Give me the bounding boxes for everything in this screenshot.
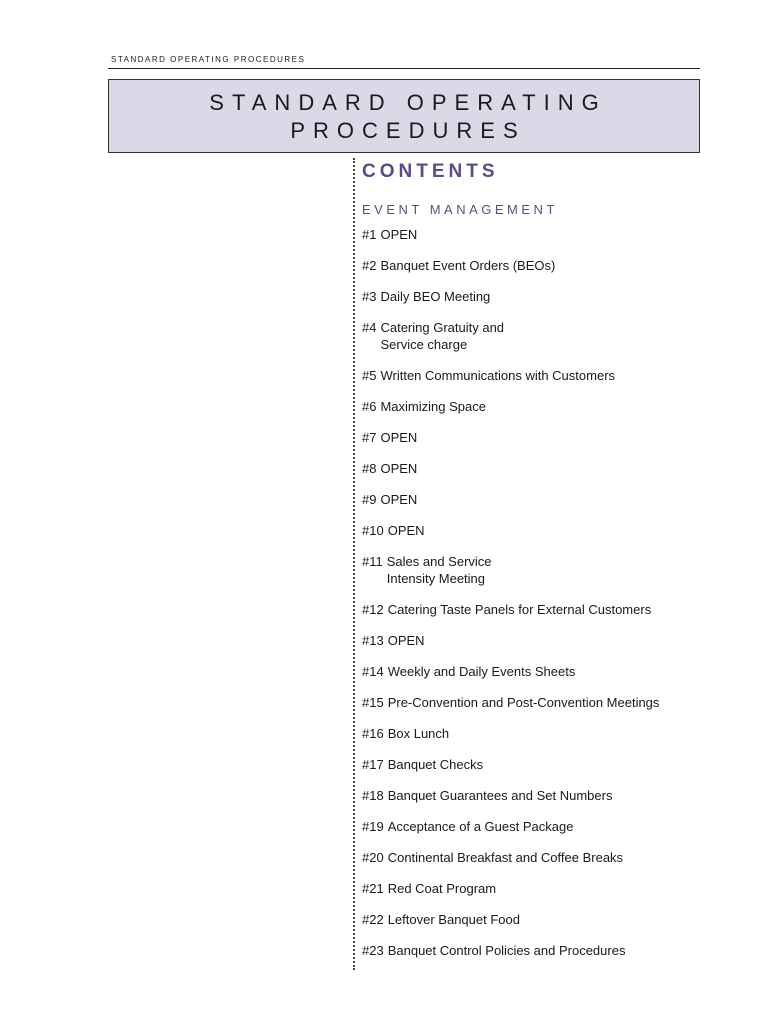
- toc-item: [362, 398, 762, 415]
- toc-item: [362, 818, 762, 835]
- toc-item-title: [380, 367, 615, 384]
- toc-item-title: [388, 849, 623, 866]
- toc-item: [362, 756, 762, 773]
- toc-item: [362, 257, 762, 274]
- toc-item-title-line: OPEN: [380, 492, 418, 507]
- toc-item: [362, 226, 762, 243]
- toc-item-number: #9: [362, 492, 377, 507]
- toc-item-title-line: Catering Gratuity and: [380, 320, 505, 335]
- toc-item-number: #15: [362, 695, 384, 710]
- toc-item-title: [388, 694, 660, 711]
- toc-item-title: [380, 491, 417, 508]
- toc-item-title-line: Weekly and Daily Events Sheets: [387, 664, 576, 679]
- toc-item-title: [388, 880, 496, 897]
- toc-item-title-line: Service charge: [380, 337, 468, 352]
- toc-item-number: #6: [362, 399, 377, 414]
- header-rule: [108, 68, 700, 69]
- toc-item-title: [388, 522, 425, 539]
- toc-item-number: #7: [362, 430, 377, 445]
- toc-item-title: [380, 319, 504, 353]
- toc-item-title-line: Daily BEO Meeting: [380, 289, 491, 304]
- toc-item-title: [380, 226, 417, 243]
- toc-item-title-line: Banquet Guarantees and Set Numbers: [387, 788, 613, 803]
- toc-item-title-line: Catering Taste Panels for External Customers: [387, 602, 652, 617]
- toc-item-number: #17: [362, 757, 384, 772]
- toc-item: [362, 880, 762, 897]
- toc-item-title-line: Continental Breakfast and Coffee Breaks: [387, 850, 624, 865]
- toc-item-number: #2: [362, 258, 377, 273]
- toc-item: [362, 367, 762, 384]
- toc-item: [362, 942, 762, 959]
- toc-item-number: #5: [362, 368, 377, 383]
- toc-item-title-line: OPEN: [380, 227, 418, 242]
- toc-item-title: [380, 257, 555, 274]
- toc-item-number: #19: [362, 819, 384, 834]
- toc-item-title-line: Box Lunch: [387, 726, 450, 741]
- toc-item-title: [388, 818, 574, 835]
- section-heading-event-management: EVENT MANAGEMENT: [362, 202, 558, 217]
- toc-item-title-line: OPEN: [380, 461, 418, 476]
- toc-item-title-line: Leftover Banquet Food: [387, 912, 520, 927]
- document-title-line-2: PROCEDURES: [290, 118, 526, 143]
- toc-item-number: #21: [362, 881, 384, 896]
- toc-item-title: [380, 398, 486, 415]
- toc-item-title-line: Maximizing Space: [380, 399, 486, 414]
- dotted-divider: [353, 158, 355, 970]
- toc-item-number: #18: [362, 788, 384, 803]
- toc-item: [362, 288, 762, 305]
- contents-heading: CONTENTS: [362, 161, 499, 182]
- toc-item-title: [388, 725, 449, 742]
- toc-item: [362, 319, 762, 353]
- toc-item-number: #14: [362, 664, 384, 679]
- toc-item-title: [388, 632, 425, 649]
- toc-item-title-line: Banquet Control Policies and Procedures: [387, 943, 626, 958]
- toc-item-number: #16: [362, 726, 384, 741]
- toc-item: [362, 725, 762, 742]
- toc-item: [362, 522, 762, 539]
- toc-item-number: #3: [362, 289, 377, 304]
- toc-item: [362, 849, 762, 866]
- toc-item-title-line: Banquet Event Orders (BEOs): [380, 258, 556, 273]
- toc-item-number: #1: [362, 227, 377, 242]
- toc-item-title-line: Banquet Checks: [387, 757, 484, 772]
- toc-item-title: [388, 601, 652, 618]
- toc-item-title: [388, 911, 520, 928]
- toc-item-number: #20: [362, 850, 384, 865]
- toc-item-number: #23: [362, 943, 384, 958]
- toc-list: [362, 226, 762, 959]
- toc-item-title: [388, 663, 576, 680]
- toc-item-title-line: Acceptance of a Guest Package: [387, 819, 574, 834]
- toc-item: [362, 663, 762, 680]
- toc-item-number: #13: [362, 633, 384, 648]
- toc-item-title: [388, 756, 483, 773]
- toc-item: [362, 601, 762, 618]
- document-title-line-1: STANDARD OPERATING: [209, 90, 607, 115]
- toc-item-number: #10: [362, 523, 384, 538]
- toc-item-number: #8: [362, 461, 377, 476]
- toc-item-title-line: Intensity Meeting: [386, 571, 486, 586]
- toc-item-number: #22: [362, 912, 384, 927]
- toc-item-number: #4: [362, 320, 377, 335]
- toc-item: [362, 787, 762, 804]
- toc-item-title: [388, 787, 613, 804]
- toc-item-title: [380, 288, 490, 305]
- toc-item-title-line: Sales and Service: [386, 554, 492, 569]
- toc-item: [362, 491, 762, 508]
- toc-item: [362, 553, 762, 587]
- running-header: STANDARD OPERATING PROCEDURES: [111, 55, 306, 64]
- toc-item: [362, 460, 762, 477]
- toc-item-title-line: Written Communications with Customers: [380, 368, 616, 383]
- toc-item-number: #11: [362, 554, 383, 569]
- toc-item: [362, 694, 762, 711]
- toc-item-title-line: Red Coat Program: [387, 881, 497, 896]
- toc-item-title: [388, 942, 626, 959]
- toc-item-title-line: OPEN: [387, 633, 425, 648]
- title-box: [108, 79, 700, 153]
- toc-item-title-line: OPEN: [387, 523, 425, 538]
- toc-item-title-line: OPEN: [380, 430, 418, 445]
- toc-item-number: #12: [362, 602, 384, 617]
- toc-item-title-line: Pre-Convention and Post-Convention Meetings: [387, 695, 660, 710]
- toc-item-title: [380, 460, 417, 477]
- toc-item: [362, 632, 762, 649]
- toc-item: [362, 911, 762, 928]
- toc-item-title: [387, 553, 492, 587]
- table-of-contents: [362, 160, 762, 959]
- toc-item-title: [380, 429, 417, 446]
- toc-item: [362, 429, 762, 446]
